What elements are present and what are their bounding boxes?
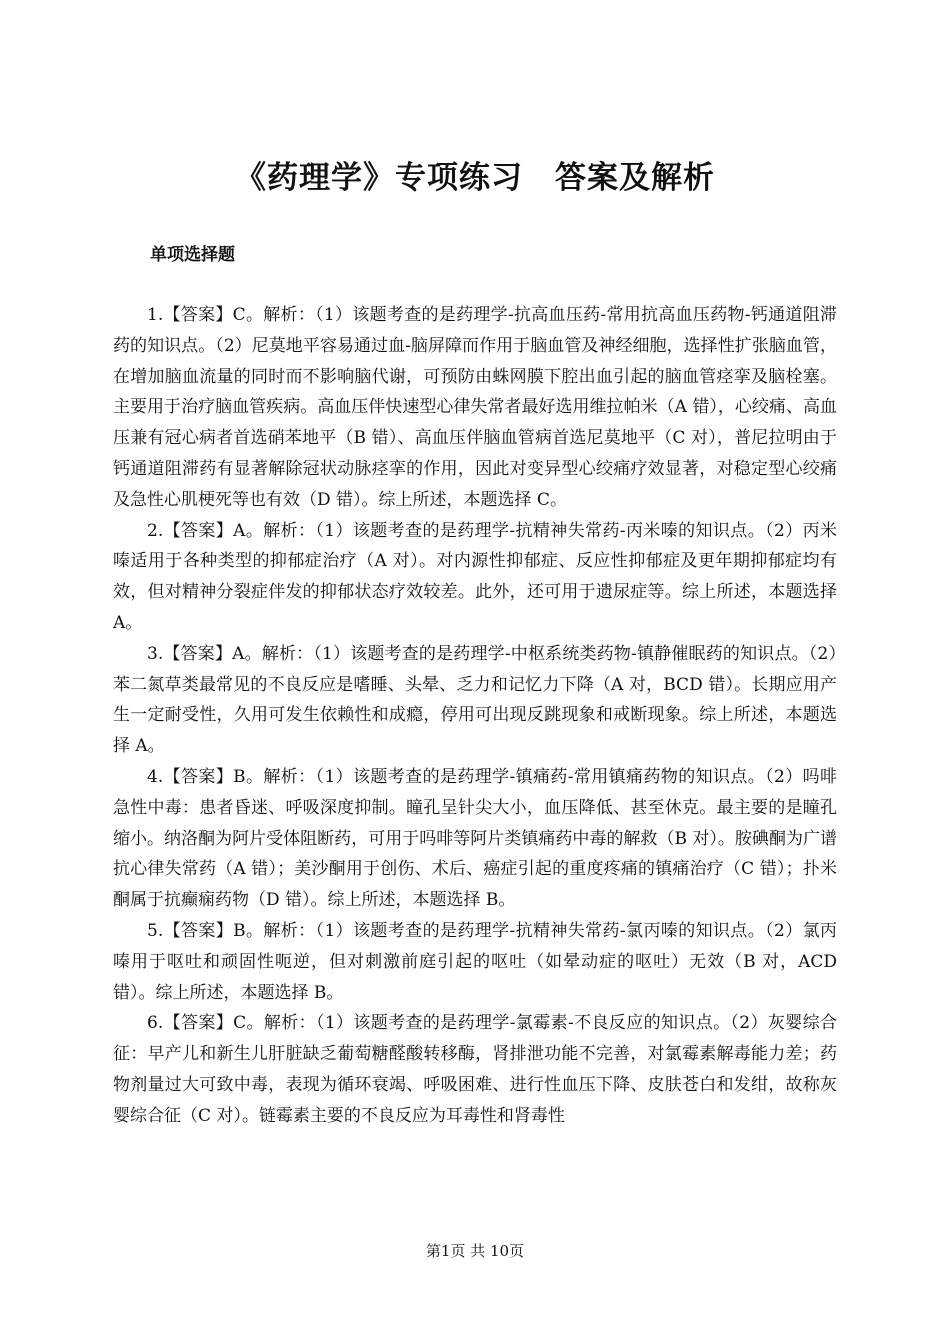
answer-paragraph-3: 3.【答案】A。解析：（1）该题考查的是药理学-中枢系统类药物-镇静催眠药的知识点。（2）苯二氮草类最常见的不良反应是嗜睡、头晕、乏力和记忆力下降（A 对，BCD 错）。长期应用产生一定耐受性，久用可发生依赖性和成瘾，停用可出现反跳现象和戒断现象。综上所述，本题选择 A。 <box>113 643 837 757</box>
answer-paragraph-5: 5.【答案】B。解析：（1）该题考查的是药理学-抗精神失常药-氯丙嗪的知识点。（2）氯丙嗪用于呕吐和顽固性呃逆，但对刺激前庭引起的呕吐（如晕动症的呕吐）无效（B 对，ACD 错）。综上所述，本题选择 B。 <box>113 920 837 1003</box>
answer-paragraph-2: 2.【答案】A。解析：（1）该题考查的是药理学-抗精神失常药-丙米嗪的知识点。（2）丙米嗪适用于各种类型的抑郁症治疗（A 对）。对内源性抑郁症、反应性抑郁症及更年期抑郁症均有效，但对精神分裂症伴发的抑郁状态疗效较差。此外，还可用于遗尿症等。综上所述，本题选择 A。 <box>113 520 837 633</box>
page-title: 《药理学》专项练习 答案及解析 <box>235 160 715 196</box>
answer-paragraph-6: 6.【答案】C。解析：（1）该题考查的是药理学-氯霉素-不良反应的知识点。（2）灰婴综合征：早产儿和新生儿肝脏缺乏葡萄糖醛酸转移酶，肾排泄功能不完善，对氯霉素解毒能力差；药物剂量过大可致中毒，表现为循环衰竭、呼吸困难、进行性血压下降、皮肤苍白和发绀，故称灰婴综合征（C 对）。链霉素主要的不良反应为耳毒性和肾毒性 <box>113 1013 837 1126</box>
document-body <box>113 300 837 1132</box>
answer-paragraph-4: 4.【答案】B。解析：（1）该题考查的是药理学-镇痛药-常用镇痛药物的知识点。（2）吗啡急性中毒：患者昏迷、呼吸深度抑制。瞳孔呈针尖大小，血压降低、甚至休克。最主要的是瞳孔缩小。纳洛酮为阿片受体阻断药，可用于吗啡等阿片类镇痛药中毒的解救（B 对）。胺碘酮为广谱抗心律失常药（A 错）；美沙酮用于创伤、术后、癌症引起的重度疼痛的镇痛治疗（C 错）；扑米酮属于抗癫痫药物（D 错）。综上所述，本题选择 B。 <box>113 766 837 911</box>
page-footer: 第1页 共 10页 <box>425 1242 525 1260</box>
section-heading: 单项选择题 <box>150 245 235 265</box>
answer-paragraph-1: 1.【答案】C。解析：（1）该题考查的是药理学-抗高血压药-常用抗高血压药物-钙通道阻滞药的知识点。（2）尼莫地平容易通过血-脑屏障而作用于脑血管及神经细胞，选择性扩张脑血管，在增加脑血流量的同时而不影响脑代谢，可预防由蛛网膜下腔出血引起的脑血管痉挛及脑栓塞。主要用于治疗脑血管疾病。高血压伴快速型心律失常者最好选用维拉帕米（A 错），心绞痛、高血压兼有冠心病者首选硝苯地平（B 错）、高血压伴脑血管病首选尼莫地平（C 对），普尼拉明由于钙通道阻滞药有显著解除冠状动脉痉挛的作用，因此对变异型心绞痛疗效显著，对稳定型心绞痛及急性心肌梗死等也有效（D 错）。综上所述，本题选择 C。 <box>113 305 837 510</box>
